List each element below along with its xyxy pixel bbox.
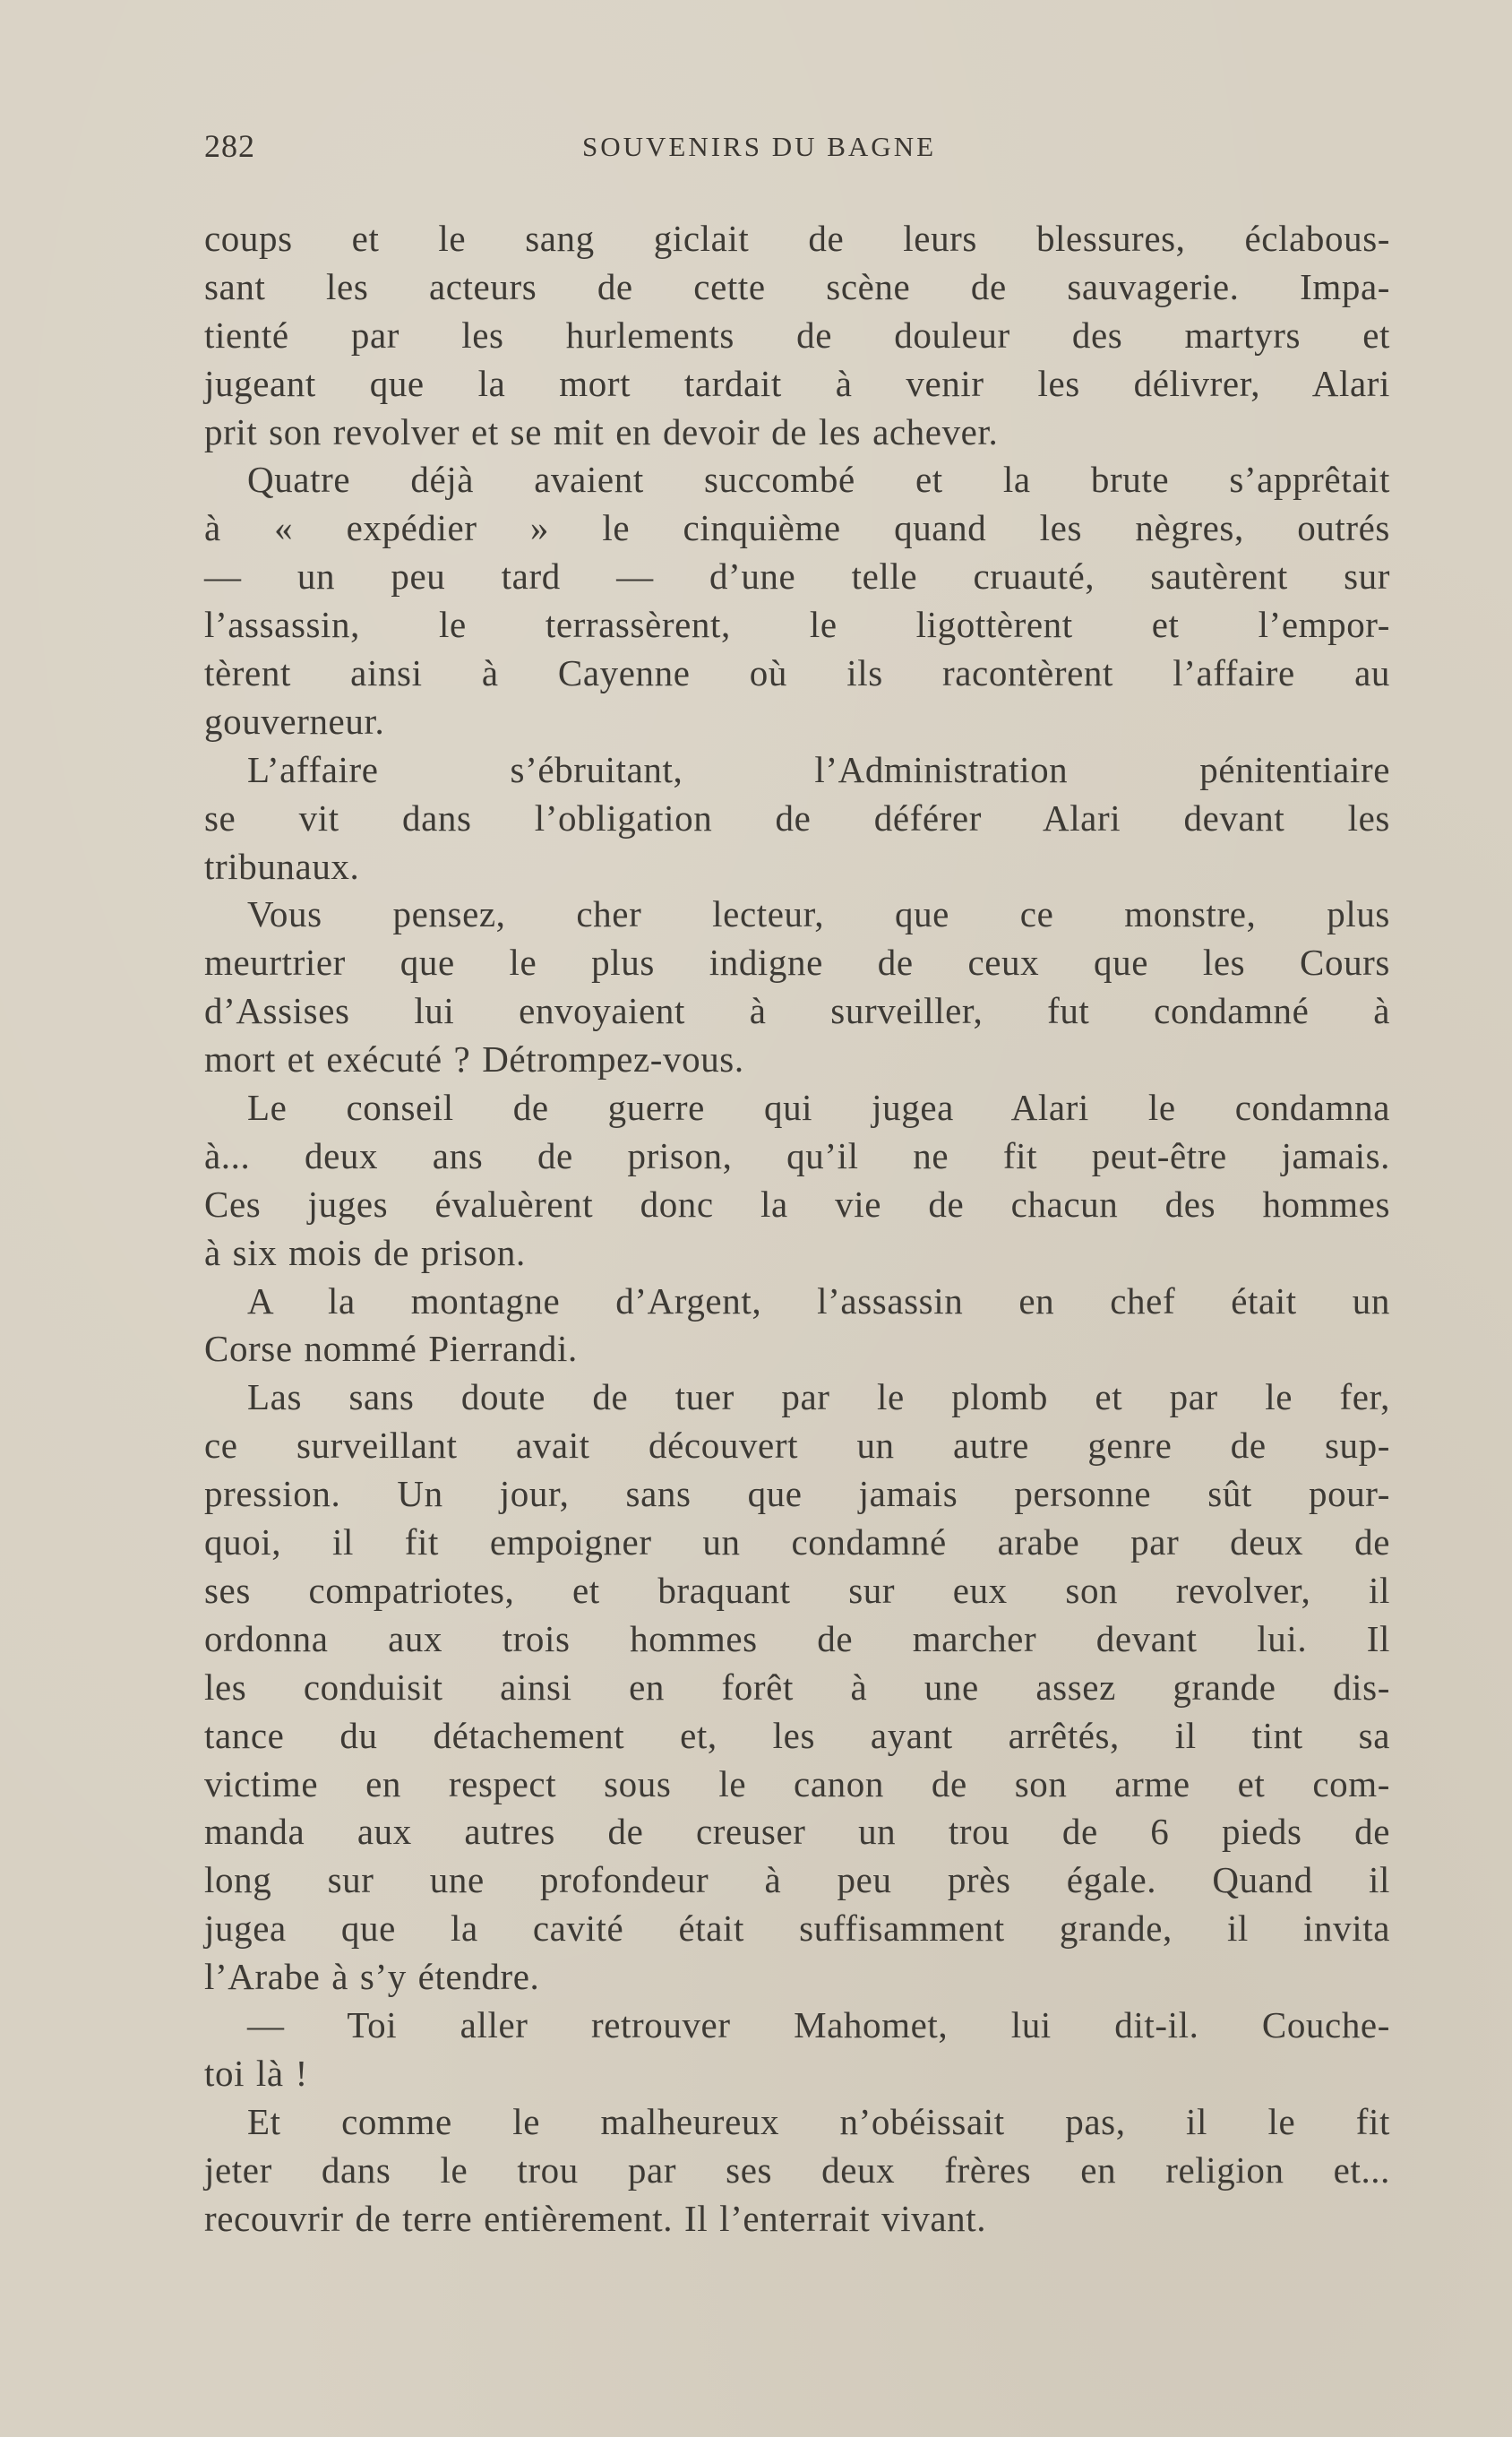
text-line: meurtrier que le plus indigne de ceux que les Cours xyxy=(204,942,1390,984)
text-line: A la montagne d’Argent, l’assassin en chef était un xyxy=(247,1279,1390,1322)
text-line: Ces juges évaluèrent donc la vie de chacun des hommes xyxy=(204,1183,1390,1225)
running-title: SOUVENIRS DU BAGNE xyxy=(582,131,937,162)
text-line: Corse nommé Pierrandi. xyxy=(204,1328,578,1370)
text-line: Le conseil de guerre qui jugea Alari le condamna xyxy=(247,1087,1390,1129)
text-line: mort et exécuté ? Détrompez-vous. xyxy=(204,1038,744,1081)
text-line: Quatre déjà avaient succombé et la brute s’apprêtait xyxy=(247,459,1390,501)
text-line: gouverneur. xyxy=(204,700,385,742)
text-line: Et comme le malheureux n’obéissait pas, il le fit xyxy=(247,2100,1390,2142)
text-line: L’affaire s’ébruitant, l’Administration pénitentiaire xyxy=(247,748,1390,790)
text-line: — Toi aller retrouver Mahomet, lui dit-il. Couche- xyxy=(247,2003,1390,2045)
text-line: coups et le sang giclait de leurs blessures, éclabous- xyxy=(204,218,1390,259)
text-line: l’Arabe à s’y étendre. xyxy=(204,1956,540,1998)
body-text xyxy=(204,215,1390,2243)
text-line: pression. Un jour, sans que jamais personne sût pour- xyxy=(204,1473,1390,1515)
text-line: se vit dans l’obligation de déférer Alari devant les xyxy=(204,797,1390,839)
text-line: prit son revolver et se mit en devoir de les achever. xyxy=(204,410,999,452)
text-line: les conduisit ainsi en forêt à une assez grande dis- xyxy=(204,1666,1390,1708)
text-line: recouvrir de terre entièrement. Il l’enterrait vivant. xyxy=(204,2197,987,2239)
text-line: d’Assises lui envoyaient à surveiller, fut condamné à xyxy=(204,990,1390,1032)
text-line: tienté par les hurlements de douleur des martyrs et xyxy=(204,314,1390,356)
text-line: tribunaux. xyxy=(204,845,360,887)
text-line: à « expédier » le cinquième quand les nègres, outrés xyxy=(204,507,1390,549)
text-line: tèrent ainsi à Cayenne où ils racontèrent l’affaire au xyxy=(204,652,1390,694)
text-line: victime en respect sous le canon de son arme et com- xyxy=(204,1762,1390,1804)
running-head xyxy=(204,127,1390,172)
text-line: manda aux autres de creuser un trou de 6 pieds de xyxy=(204,1811,1390,1853)
text-line: à... deux ans de prison, qu’il ne fit peut-être jamais. xyxy=(204,1134,1390,1176)
text-line: long sur une profondeur à peu près égale. Quand il xyxy=(204,1859,1390,1901)
text-line: sant les acteurs de cette scène de sauvagerie. Impa- xyxy=(204,265,1390,307)
text-line: jugea que la cavité était suffisamment grande, il invita xyxy=(204,1907,1390,1950)
text-line: jeter dans le trou par ses deux frères en religion et... xyxy=(204,2149,1390,2191)
text-line: ce surveillant avait découvert un autre genre de sup- xyxy=(204,1425,1390,1467)
text-line: l’assassin, le terrassèrent, le ligottèrent et l’empor- xyxy=(204,604,1390,646)
text-line: toi là ! xyxy=(204,2052,308,2094)
text-line: à six mois de prison. xyxy=(204,1231,526,1273)
text-line: Vous pensez, cher lecteur, que ce monstre, plus xyxy=(247,893,1390,935)
text-line: quoi, il fit empoigner un condamné arabe par deux de xyxy=(204,1521,1390,1563)
text-line: — un peu tard — d’une telle cruauté, sautèrent sur xyxy=(204,555,1390,598)
text-line: Las sans doute de tuer par le plomb et par le fer, xyxy=(247,1376,1390,1418)
text-line: tance du détachement et, les ayant arrêtés, il tint sa xyxy=(204,1714,1390,1756)
text-line: jugeant que la mort tardait à venir les délivrer, Alari xyxy=(204,362,1390,404)
page-number: 282 xyxy=(204,128,255,164)
text-line: ordonna aux trois hommes de marcher devant lui. Il xyxy=(204,1617,1390,1659)
text-line: ses compatriotes, et braquant sur eux son revolver, il xyxy=(204,1569,1390,1611)
